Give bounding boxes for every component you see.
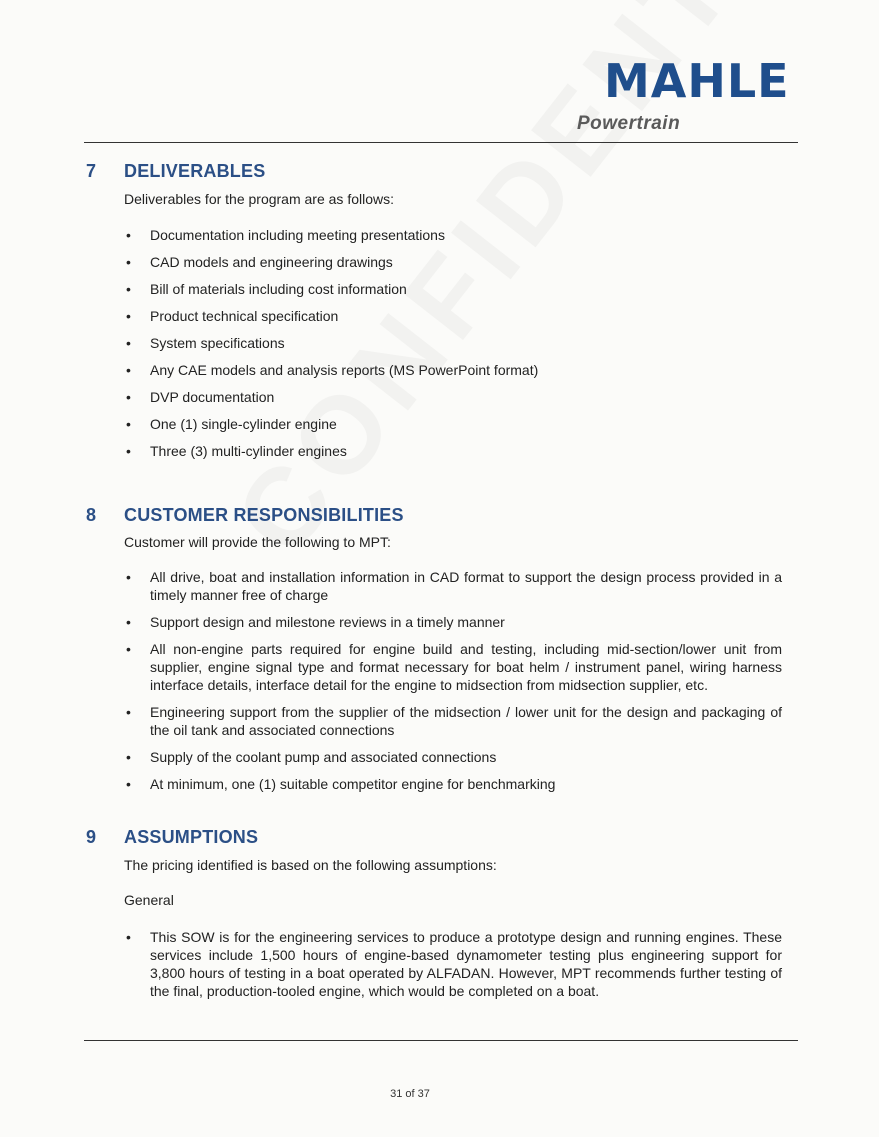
assumptions-list — [124, 928, 782, 1000]
mahle-logo: MAHLE — [604, 54, 790, 108]
header-divider — [84, 142, 798, 143]
section-7-number: 7 — [86, 161, 97, 181]
list-item: • Support design and milestone reviews in a timely manner — [124, 613, 782, 631]
section-9-subheading: General — [124, 892, 174, 908]
section-9-number: 9 — [86, 827, 97, 847]
customer-responsibilities-list — [124, 568, 782, 793]
list-item: • Any CAE models and analysis reports (MS PowerPoint format) — [124, 361, 784, 379]
list-item: • At minimum, one (1) suitable competitor engine for benchmarking — [124, 775, 782, 793]
section-7-intro: Deliverables for the program are as follows: — [124, 191, 395, 207]
page-number: 31 of 37 — [390, 1088, 430, 1100]
list-item: • Product technical specification — [124, 307, 784, 325]
list-item: • DVP documentation — [124, 388, 784, 406]
section-8-number: 8 — [86, 505, 97, 525]
logo-subtitle: Powertrain — [577, 113, 681, 134]
list-item: • System specifications — [124, 334, 784, 352]
list-item: • CAD models and engineering drawings — [124, 253, 784, 271]
list-item: • This SOW is for the engineering services to produce a prototype design and running engines. These services include 1,500 hours of engine-based dynamometer testing plus engineering support for 3,800 hours of testing in a boat operated by ALFADAN. However, MPT recommends further testing of the final, production-tooled engine, which would be completed on a boat. — [124, 928, 782, 1000]
list-item: • All non-engine parts required for engine build and testing, including mid-section/lower unit from supplier, engine signal type and format necessary for boat helm / instrument panel, wiring harness interface details, interface detail for the engine to midsection from midsection supplier, etc. — [124, 640, 782, 694]
list-item: • Documentation including meeting presentations — [124, 226, 784, 244]
list-item: • Bill of materials including cost information — [124, 280, 784, 298]
list-item: • Engineering support from the supplier of the midsection / lower unit for the design and packaging of the oil tank and associated connections — [124, 703, 782, 739]
section-9-title: ASSUMPTIONS — [124, 827, 259, 847]
footer-divider — [84, 1040, 798, 1041]
list-item: • All drive, boat and installation information in CAD format to support the design process provided in a timely manner free of charge — [124, 568, 782, 604]
section-8-intro: Customer will provide the following to MPT: — [124, 534, 391, 550]
section-7-title: DELIVERABLES — [124, 161, 266, 181]
section-8-title: CUSTOMER RESPONSIBILITIES — [124, 505, 404, 525]
list-item: • Supply of the coolant pump and associated connections — [124, 748, 782, 766]
list-item: • One (1) single-cylinder engine — [124, 415, 784, 433]
section-9-intro: The pricing identified is based on the following assumptions: — [124, 857, 497, 873]
list-item: • Three (3) multi-cylinder engines — [124, 442, 784, 460]
deliverables-list — [124, 226, 784, 460]
